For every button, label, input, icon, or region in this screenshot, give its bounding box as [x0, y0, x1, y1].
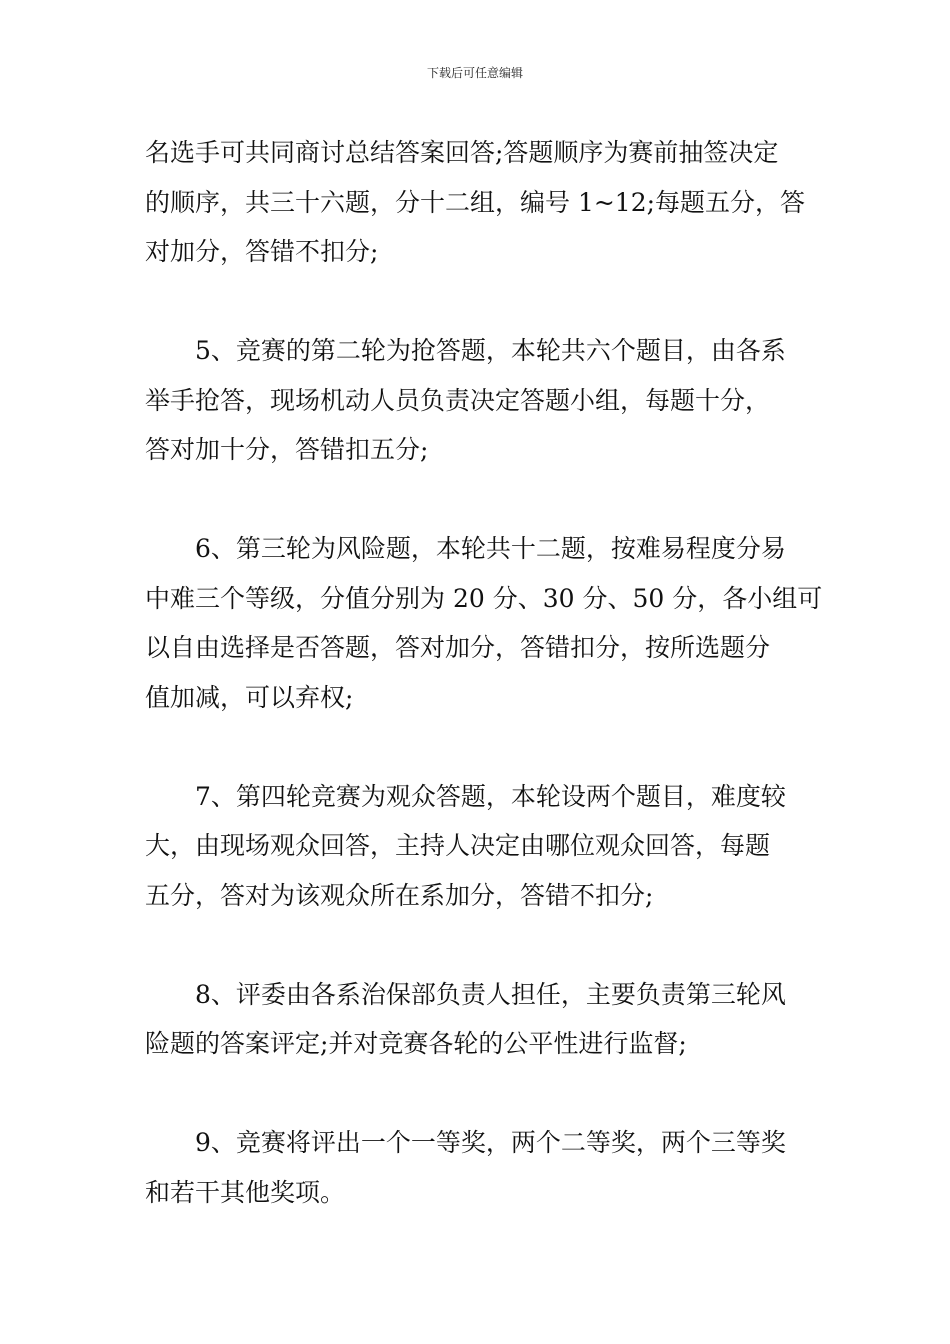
text-line: 答对加十分，答错扣五分; — [145, 435, 429, 464]
paragraph-item-6 — [145, 524, 823, 722]
paragraph-item-9 — [145, 1118, 807, 1217]
paragraph-gap — [145, 920, 807, 970]
text-line: 8、评委由各系治保部负责人担任，主要负责第三轮风 — [195, 979, 786, 1009]
text-line: 值加减，可以弃权; — [145, 682, 354, 712]
text-line: 6、第三轮为风险题，本轮共十二题，按难易程度分易 — [195, 534, 786, 563]
document-body — [145, 128, 823, 1217]
paragraph-gap — [145, 722, 807, 772]
page-header: 下载后可任意编辑 — [426, 66, 523, 80]
text-line: 中难三个等级，分值分别为 20 分、30 分、50 分，各小组可 — [145, 583, 823, 613]
text-line: 和若干其他奖项。 — [145, 1177, 346, 1207]
text-line: 9、竞赛将评出一个一等奖，两个二等奖，两个三等奖 — [195, 1128, 786, 1157]
text-line: 5、竞赛的第二轮为抢答题，本轮共六个题目，由各系 — [195, 336, 786, 365]
paragraph-gap — [145, 475, 807, 525]
text-line: 险题的答案评定;并对竞赛各轮的公平性进行监督; — [145, 1029, 687, 1058]
text-line: 以自由选择是否答题，答对加分，答错扣分，按所选题分 — [145, 633, 771, 662]
paragraph-item-7 — [145, 772, 807, 921]
text-line: 对加分，答错不扣分; — [145, 237, 379, 266]
paragraph-gap — [145, 1069, 807, 1119]
text-line: 的顺序，共三十六题，分十二组，编号 1~12;每题五分，答 — [145, 187, 806, 217]
text-line: 名选手可共同商讨总结答案回答;答题顺序为赛前抽签决定 — [145, 138, 779, 167]
paragraph-gap — [145, 277, 807, 327]
text-line: 7、第四轮竞赛为观众答题，本轮设两个题目，难度较 — [195, 781, 786, 811]
paragraph-item-8 — [145, 970, 807, 1069]
paragraph-item-5 — [145, 326, 807, 475]
paragraph-continuation — [145, 128, 807, 277]
text-line: 举手抢答，现场机动人员负责决定答题小组，每题十分， — [145, 385, 771, 415]
text-line: 五分，答对为该观众所在系加分，答错不扣分; — [145, 880, 654, 910]
text-line: 大，由现场观众回答，主持人决定由哪位观众回答，每题 — [145, 831, 771, 860]
